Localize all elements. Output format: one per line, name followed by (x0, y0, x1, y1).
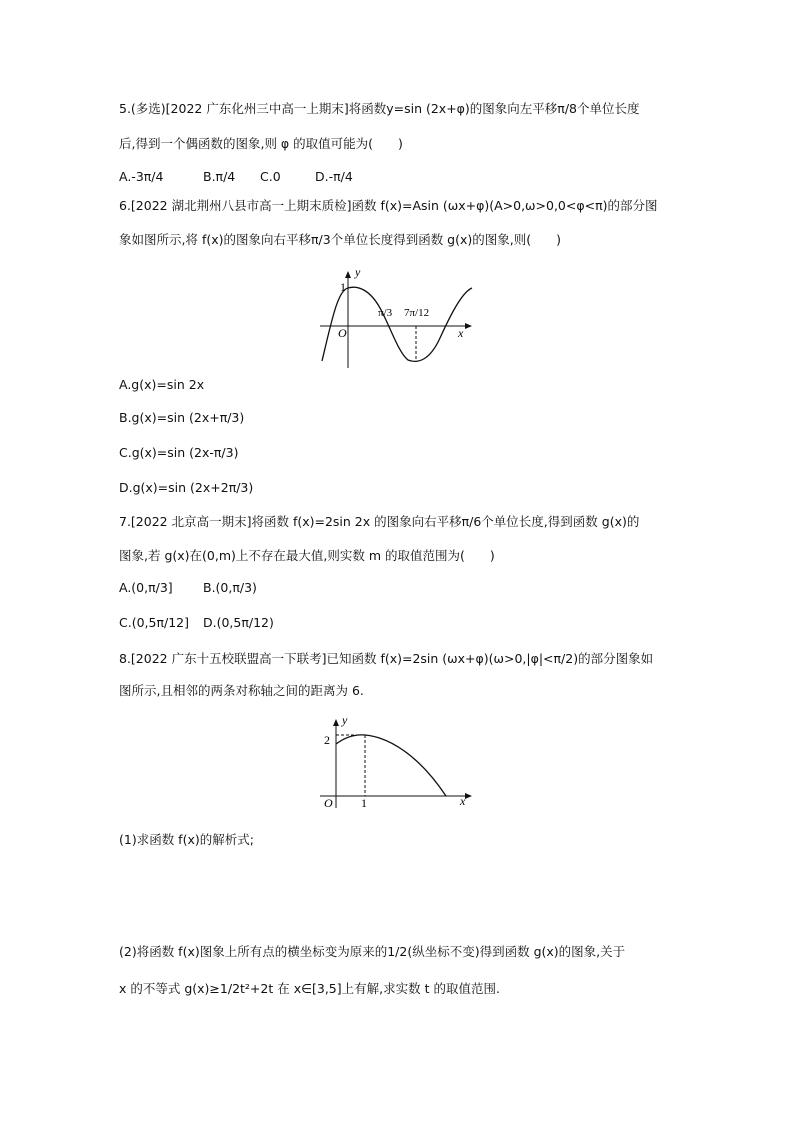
q6-sine-curve (322, 287, 472, 361)
q7-option-a: A.(0,π/3] (119, 580, 173, 595)
q6-option-d: D.g(x)=sin (2x+2π/3) (119, 480, 254, 495)
q6-y-tick-1: 1 (340, 280, 346, 294)
q6-graph (318, 264, 478, 372)
q8-x-axis-arrow (465, 793, 472, 799)
q8-x-tick-1: 1 (361, 796, 367, 810)
q6-stem-line1: 6.[2022 湖北荆州八县市高一上期末质检]函数 f(x)=Asin (ωx+φ)(A>0,ω>0,0<φ<π)的部分图 (119, 198, 658, 213)
q6-x-label: x (458, 326, 464, 340)
q8-y-label: y (342, 713, 348, 727)
q8-graph (318, 712, 478, 812)
q8-origin-label: O (324, 796, 333, 810)
q7-option-c: C.(0,5π/12] (119, 615, 189, 630)
q8-part1: (1)求函数 f(x)的解析式; (119, 832, 254, 847)
q6-option-a: A.g(x)=sin 2x (119, 377, 205, 392)
q6-option-c: C.g(x)=sin (2x-π/3) (119, 445, 239, 460)
q6-x-axis-arrow (465, 323, 472, 329)
q7-option-d: D.(0,5π/12) (203, 615, 274, 630)
q5-option-d: D.-π/4 (315, 169, 353, 184)
q6-y-axis-arrow (345, 271, 351, 278)
q8-x-label: x (460, 794, 466, 808)
q6-y-label: y (355, 265, 361, 279)
q8-part2-line2: x 的不等式 g(x)≥1/2t²+2t 在 x∈[3,5]上有解,求实数 t 的取值范围. (119, 981, 500, 996)
q6-origin-label: O (338, 326, 347, 340)
q8-part2-line1: (2)将函数 f(x)图象上所有点的横坐标变为原来的1/2(纵坐标不变)得到函数 g(x)的图象,关于 (119, 944, 626, 959)
q6-option-b: B.g(x)=sin (2x+π/3) (119, 410, 245, 425)
q5-option-c: C.0 (260, 169, 281, 184)
q7-option-b: B.(0,π/3) (203, 580, 257, 595)
q5-stem-line2: 后,得到一个偶函数的图象,则 φ 的取值可能为( ) (119, 136, 403, 151)
q6-tick-pi-3: π/3 (378, 307, 393, 319)
q5-stem-line1: 5.(多选)[2022 广东化州三中高一上期末]将函数y=sin (2x+φ)的图象向左平移π/8个单位长度 (119, 101, 640, 116)
q5-option-b: B.π/4 (203, 169, 236, 184)
q7-stem-line2: 图象,若 g(x)在(0,m)上不存在最大值,则实数 m 的取值范围为( ) (119, 548, 495, 563)
q8-stem-line1: 8.[2022 广东十五校联盟高一下联考]已知函数 f(x)=2sin (ωx+φ)(ω>0,|φ|<π/2)的部分图象如 (119, 651, 654, 666)
q6-stem-line2: 象如图所示,将 f(x)的图象向右平移π/3个单位长度得到函数 g(x)的图象,则( ) (119, 232, 561, 247)
q5-option-a: A.-3π/4 (119, 169, 164, 184)
q8-stem-line2: 图所示,且相邻的两条对称轴之间的距离为 6. (119, 683, 364, 698)
q7-stem-line1: 7.[2022 北京高一期末]将函数 f(x)=2sin 2x 的图象向右平移π/6个单位长度,得到函数 g(x)的 (119, 514, 640, 529)
q6-tick-7pi-12: 7π/12 (404, 307, 430, 319)
q8-sine-curve (336, 735, 446, 796)
q8-y-tick-2: 2 (324, 733, 330, 747)
q8-y-axis-arrow (333, 719, 339, 726)
